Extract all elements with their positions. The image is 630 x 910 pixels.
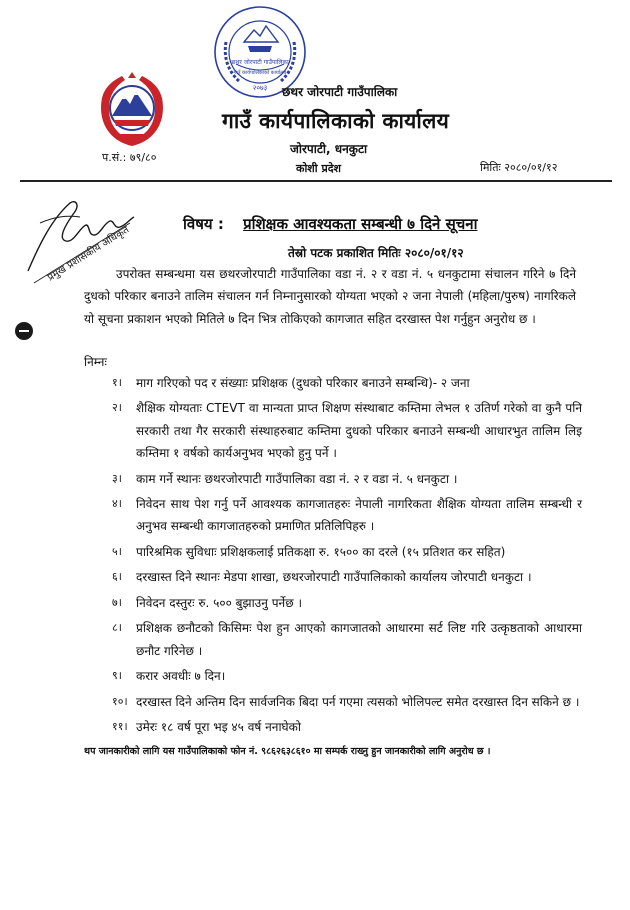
item-text: शैक्षिक योग्यताः CTEVT वा मान्यता प्राप्त शिक्षण संस्थाबाट कम्तिमा लेभल १ उतिर्ण गरेको वा कुनै पनि सरकारी तथा गैर सरकारी संस्थाहरुबाट कम्तिमा दुधको परिकार बनाउने सम्बन्धी आधारभुत तालिम लिइ कम्तिमा १ वर्षको कार्यअनुभव भएको हुनु पर्ने । — [136, 401, 582, 461]
item-text: काम गर्ने स्थानः छथरजोरपाटी गाउँपालिका वडा नं. २ र वडा नं. ५ धनकुटा । — [136, 471, 458, 486]
office-location: जोरपाटी, धनकुटा — [290, 142, 368, 156]
item-number: ७। — [112, 595, 122, 609]
list-item — [112, 691, 582, 713]
office-title: गाउँ कार्यपालिकाको कार्यालय — [222, 109, 450, 133]
contact-footer: थप जानकारीको लागि यस गाउँपालिकाको फोन नं. ९८६२६३८६१० मा सम्पर्क राख्नु हुन जानकारीको लागि अनुरोध छ । — [84, 746, 491, 757]
item-number: ११। — [112, 720, 128, 734]
item-text: करार अवधीः ७ दिन। — [136, 669, 226, 684]
issue-date: मितिः २०८०/०१/१२ — [480, 161, 558, 174]
list-item — [112, 592, 582, 614]
signature-caption: प्रमुख प्रशासकीय अधिकृत — [45, 224, 132, 284]
seal-year: २०७३ — [252, 84, 268, 92]
item-text: निवेदन साथ पेश गर्नु पर्ने आवश्यक कागजातहरुः नेपाली नागरिकता शैक्षिक योग्यता तालिम सम्बन्धी र अनुभव सम्बन्धी कागजातहरुको प्रमाणित प्रतिलिपिहरु । — [136, 497, 582, 534]
municipality-name: छथर जोरपाटी गाउँपालिका — [282, 85, 398, 99]
emblem-map — [114, 120, 150, 126]
seal-sub-text: गाउँ कार्यपालिकाको कार्यालय — [233, 70, 287, 76]
item-text: पारिश्रमिक सुविधाः प्रशिक्षकलाई प्रतिकक्षा रु. १५०० का दरले (१५ प्रतिशत कर सहित) — [136, 544, 506, 559]
item-text: उमेरः १८ वर्ष पूरा भइ ४५ वर्ष ननाघेको — [136, 720, 301, 735]
requirements-list — [112, 372, 582, 742]
item-number: ९। — [112, 669, 122, 683]
item-number: ५। — [112, 544, 122, 558]
requirements-label: निम्नः — [84, 355, 107, 369]
subject-label: विषय : — [183, 215, 224, 233]
list-item — [112, 468, 582, 490]
punch-hole-mark — [15, 322, 33, 340]
intro-paragraph: उपरोक्त सम्बन्धमा यस छथरजोरपाटी गाउँपालिका वडा नं. २ र वडा नं. ५ धनकुटामा संचालन गरिने ७ दिने दुधको परिकार बनाउने तालिम संचालन गर्न निम्नानुसारको योग्यता भएको २ जना नेपाली (महिला/पुरुष) नागरिकले यो सूचना प्रकाशन भएको मितिले ७ दिन भित्र तोकिएको कागजात सहित दरखास्त पेश गर्नुहुन अनुरोध छ । — [84, 267, 576, 326]
subject-text: प्रशिक्षक आवश्यकता सम्बन्धी ७ दिने सूचना — [243, 215, 478, 233]
seal-center-text: छथर जोरपाटी गाउँपालिका — [231, 59, 289, 66]
notice-subject — [183, 214, 477, 234]
list-item — [112, 541, 582, 563]
republish-note: तेस्रो पटक प्रकाशित मितिः २०८०/०१/१२ — [288, 246, 464, 260]
list-item — [112, 617, 582, 662]
item-text: निवेदन दस्तुरः रु. ५०० बुझाउनु पर्नेछ । — [136, 595, 302, 610]
list-item — [112, 716, 582, 738]
item-text: दरखास्त दिने स्थानः मेडपा शाखा, छथरजोरपाटी गाउँपालिकाको कार्यालय जोरपाटी धनकुटा । — [136, 570, 532, 585]
item-text: माग गरिएको पद र संख्याः प्रशिक्षक (दुधको परिकार बनाउने सम्बन्धि)- २ जना — [136, 376, 470, 390]
header-divider — [20, 180, 612, 182]
list-item — [112, 397, 582, 464]
nepal-emblem — [92, 70, 172, 150]
list-item — [112, 566, 582, 588]
item-text: दरखास्त दिने अन्तिम दिन सार्वजनिक बिदा पर्न गएमा त्यसको भोलिपल्ट समेत दरखास्त दिन सकिने छ । — [136, 694, 580, 709]
item-number: ६। — [112, 570, 122, 584]
list-item — [112, 372, 582, 394]
item-text: प्रशिक्षक छनौटको किसिमः पेश हुन आएको कागजातको आधारमा सर्ट लिष्ट गरि उत्कृष्ठताको आधारमा छनौट गरिनेछ । — [136, 621, 582, 658]
item-number: ३। — [112, 471, 122, 485]
item-number: १। — [112, 376, 122, 389]
province-name: कोशी प्रदेश — [296, 162, 342, 175]
item-number: ४। — [112, 497, 122, 511]
reference-number: प.सं.: ७९/८० — [102, 151, 157, 164]
item-number: १०। — [112, 694, 128, 708]
list-item — [112, 665, 582, 687]
list-item — [112, 493, 582, 538]
item-number: २। — [112, 401, 122, 415]
item-number: ८। — [112, 621, 122, 635]
